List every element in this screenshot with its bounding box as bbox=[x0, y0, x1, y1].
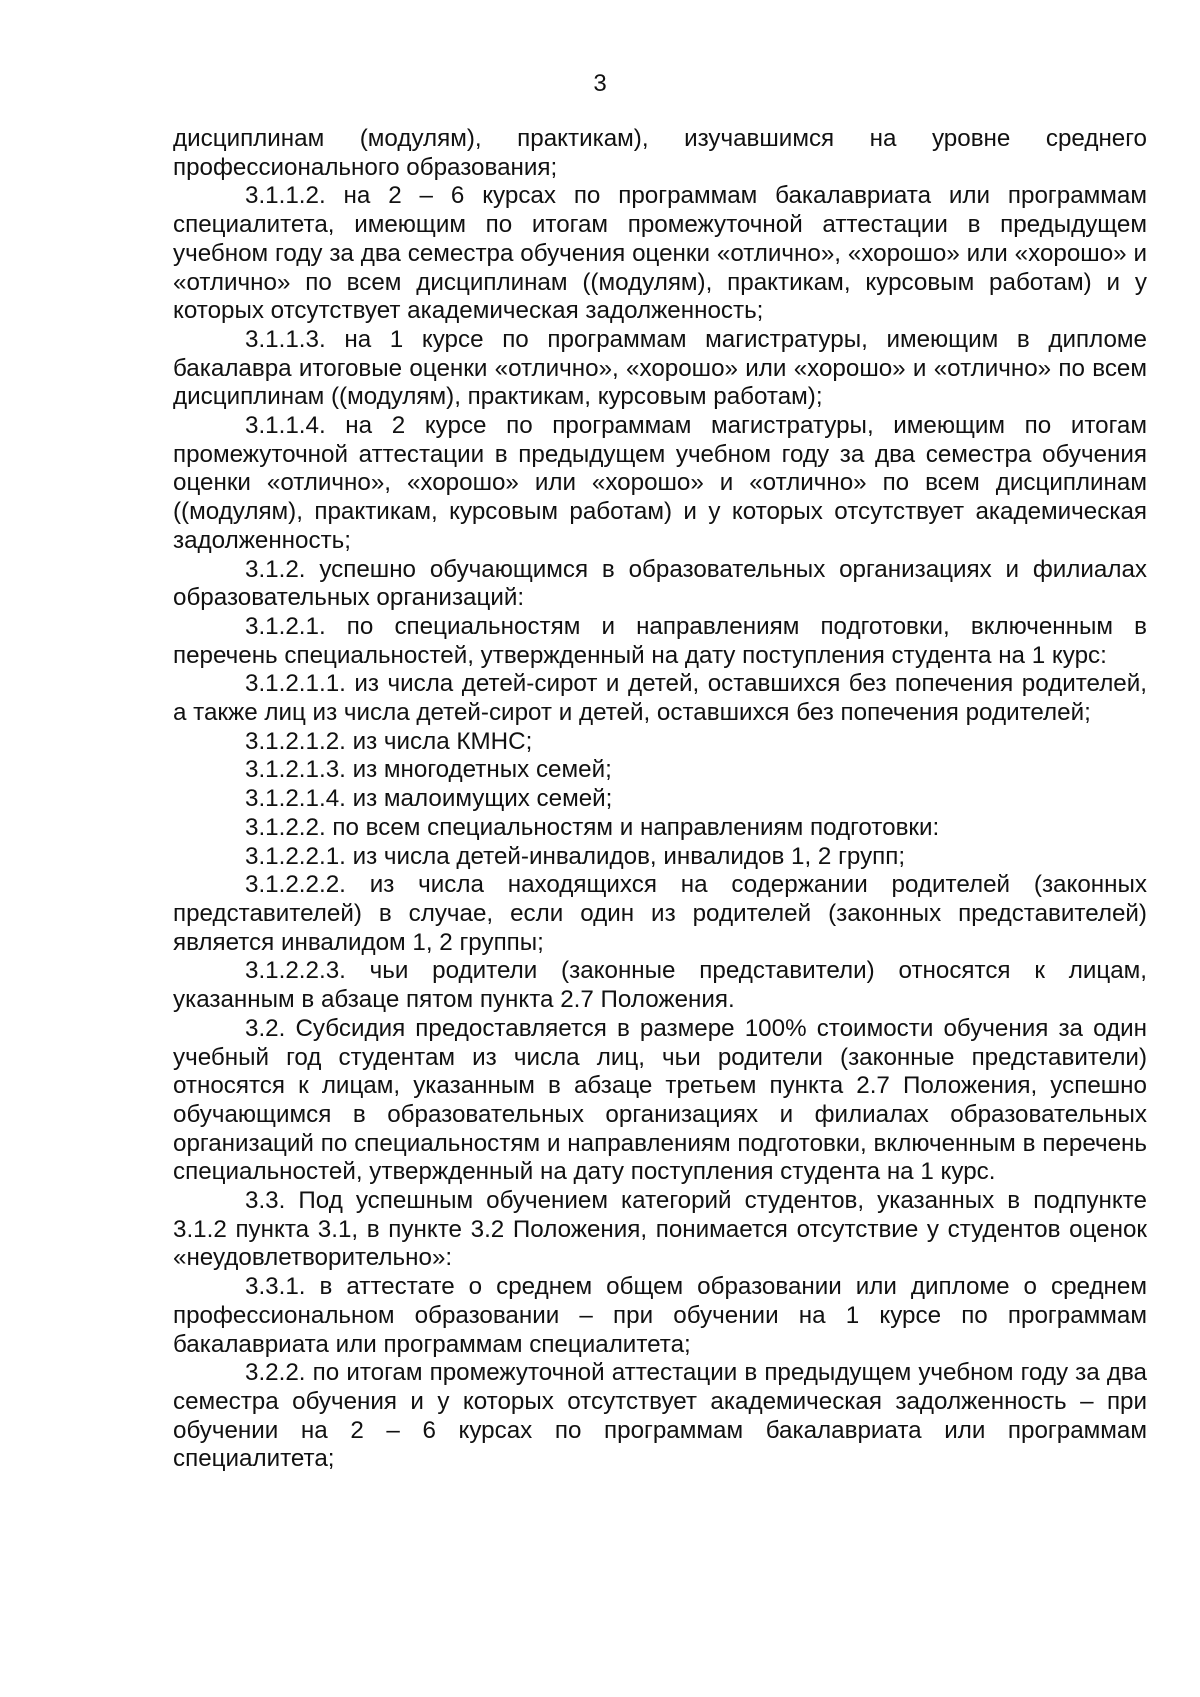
paragraph-3-2-2: 3.2.2. по итогам промежуточной аттестации в предыдущем учебном году за два семестра обучения и у которых отсутствует академическая задолженность – при обучении на 2 – 6 курсах по программам бакалавриата или программам специалитета; bbox=[173, 1359, 1147, 1473]
paragraph-3-3-1: 3.3.1. в аттестате о среднем общем образовании или дипломе о среднем профессиональном образовании – при обучении на 1 курсе по программам бакалавриата или программам специалитета; bbox=[173, 1273, 1147, 1358]
page-number: 3 bbox=[593, 70, 607, 97]
paragraph-3-1-1-2: 3.1.1.2. на 2 – 6 курсах по программам бакалавриата или программам специалитета, имеющим по итогам промежуточной аттестации в предыдущем учебном году за два семестра обучения оценки «отлично», «хорошо» или «хорошо» и «отлично» по всем дисциплинам ((модулям), практикам, курсовым работам) и у которых отсутствует академическая задолженность; bbox=[173, 182, 1147, 325]
paragraph-3-1-1-4: 3.1.1.4. на 2 курсе по программам магистратуры, имеющим по итогам промежуточной аттестации в предыдущем учебном году за два семестра обучения оценки «отлично», «хорошо» или «хорошо» и «отлично» по всем дисциплинам ((модулям), практикам, курсовым работам) и у которых отсутствует академическая задолженность; bbox=[173, 412, 1147, 554]
paragraph-3-1-1-3: 3.1.1.3. на 1 курсе по программам магистратуры, имеющим в дипломе бакалавра итоговые оценки «отлично», «хорошо» или «хорошо» и «отлично» по всем дисциплинам ((модулям), практикам, курсовым работам); bbox=[173, 325, 1147, 411]
paragraph-3-3: 3.3. Под успешным обучением категорий студентов, указанных в подпункте 3.1.2 пункта 3.1, в пункте 3.2 Положения, понимается отсутствие у студентов оценок «неудовлетворительно»: bbox=[173, 1187, 1147, 1272]
paragraph-3-1-2-2-3: 3.1.2.2.3. чьи родители (законные представители) относятся к лицам, указанным в абзаце пятом пункта 2.7 Положения. bbox=[173, 957, 1147, 1014]
document-body bbox=[173, 125, 1147, 1474]
paragraph-3-1-2-1-4: 3.1.2.1.4. из малоимущих семей; bbox=[245, 785, 613, 813]
paragraph-3-1-2-1: 3.1.2.1. по специальностям и направлениям подготовки, включенным в перечень специальностей, утвержденный на дату поступления студента на 1 курс: bbox=[173, 612, 1147, 669]
paragraph-continuation: дисциплинам (модулям), практикам), изучавшимся на уровне среднего профессионального образования; bbox=[173, 125, 1147, 181]
paragraph-3-1-2-1-1: 3.1.2.1.1. из числа детей-сирот и детей, оставшихся без попечения родителей, а также лиц из числа детей-сирот и детей, оставшихся без попечения родителей; bbox=[173, 670, 1147, 727]
paragraph-3-1-2-1-3: 3.1.2.1.3. из многодетных семей; bbox=[245, 756, 612, 784]
paragraph-3-1-2-2-2: 3.1.2.2.2. из числа находящихся на содержании родителей (законных представителей) в случае, если один из родителей (законных представителей) является инвалидом 1, 2 группы; bbox=[173, 871, 1147, 956]
paragraph-3-1-2-1-2: 3.1.2.1.2. из числа КМНС; bbox=[245, 727, 533, 755]
paragraph-3-1-2-2-1: 3.1.2.2.1. из числа детей-инвалидов, инвалидов 1, 2 групп; bbox=[245, 842, 906, 870]
paragraph-3-1-2: 3.1.2. успешно обучающимся в образовательных организациях и филиалах образовательных организаций: bbox=[173, 555, 1147, 612]
paragraph-3-1-2-2: 3.1.2.2. по всем специальностям и направлениям подготовки: bbox=[245, 813, 940, 841]
paragraph-3-2: 3.2. Субсидия предоставляется в размере 100% стоимости обучения за один учебный год студентам из числа лиц, чьи родители (законные представители) относятся к лицам, указанным в абзаце третьем пункта 2.7 Положения, успешно обучающимся в образовательных организациях и филиалах образовательных организаций по специальностям и направлениям подготовки, включенным в перечень специальностей, утвержденный на дату поступления студента на 1 курс. bbox=[173, 1014, 1147, 1186]
